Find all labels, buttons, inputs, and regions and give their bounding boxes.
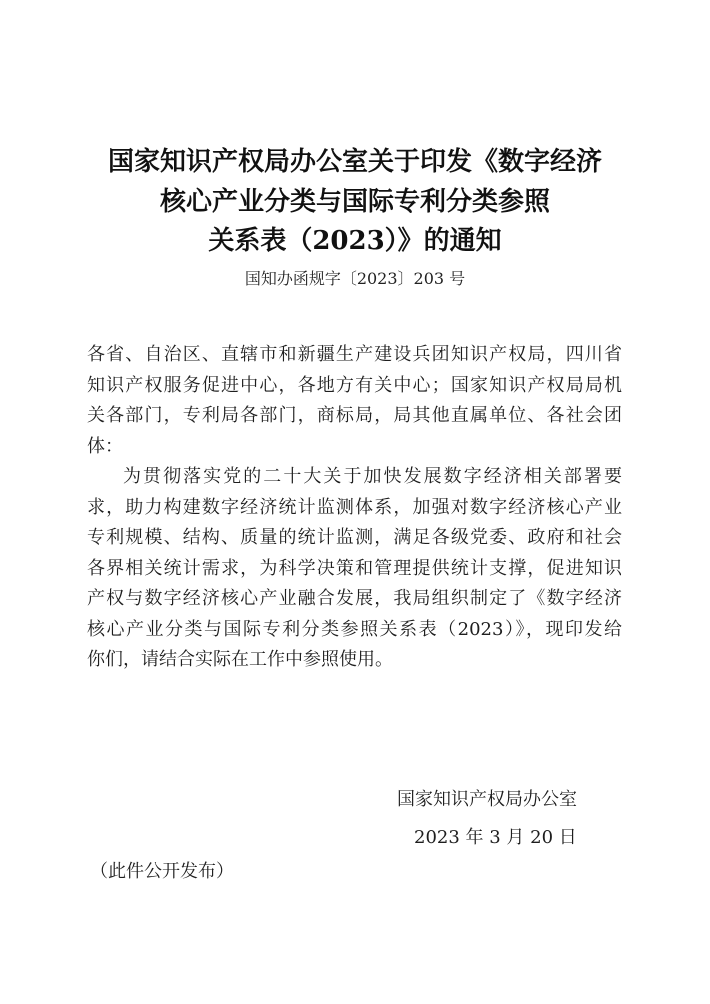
- body-line: 产权与数字经济核心产业融合发展，我局组织制定了《数字经济: [87, 588, 622, 609]
- issue-date: 2023 年 3 月 20 日: [414, 827, 577, 848]
- addressee-line: 体：: [87, 435, 123, 457]
- body-line: 求，助力构建数字经济统计监测体系，加强对数字经济核心产业: [87, 496, 622, 518]
- document-title: [0, 143, 710, 262]
- title-line: 国家知识产权局办公室关于印发《数字经济: [107, 147, 602, 177]
- issuer-signature: 国家知识产权局办公室: [397, 789, 577, 810]
- body-line: 各界相关统计需求，为科学决策和管理提供统计支撑，促进知识: [87, 557, 622, 579]
- body-line: 核心产业分类与国际专利分类参照关系表（2023）》，现印发给: [87, 618, 622, 640]
- body-line: 你们，请结合实际在工作中参照使用。: [87, 649, 393, 670]
- body-line: 专利规模、结构、质量的统计监测，满足各级党委、政府和社会: [87, 527, 622, 548]
- addressee-paragraph: [87, 340, 622, 462]
- body-line: 为贯彻落实党的二十大关于加快发展数字经济相关部署要: [123, 466, 622, 487]
- document-number: 国知办函规字〔2023〕203 号: [244, 269, 466, 288]
- publication-note: （此件公开发布）: [90, 861, 234, 882]
- addressee-line: 关各部门，专利局各部门，商标局，局其他直属单位、各社会团: [87, 405, 622, 426]
- title-line: 核心产业分类与国际专利分类参照: [159, 186, 550, 217]
- body-paragraph: [87, 462, 622, 676]
- title-line: 关系表（2023）》的通知: [208, 226, 502, 256]
- addressee-line: 知识产权服务促进中心，各地方有关中心；国家知识产权局局机: [87, 374, 622, 396]
- addressee-line: 各省、自治区、直辖市和新疆生产建设兵团知识产权局，四川省: [87, 344, 622, 365]
- document-text: [87, 340, 622, 676]
